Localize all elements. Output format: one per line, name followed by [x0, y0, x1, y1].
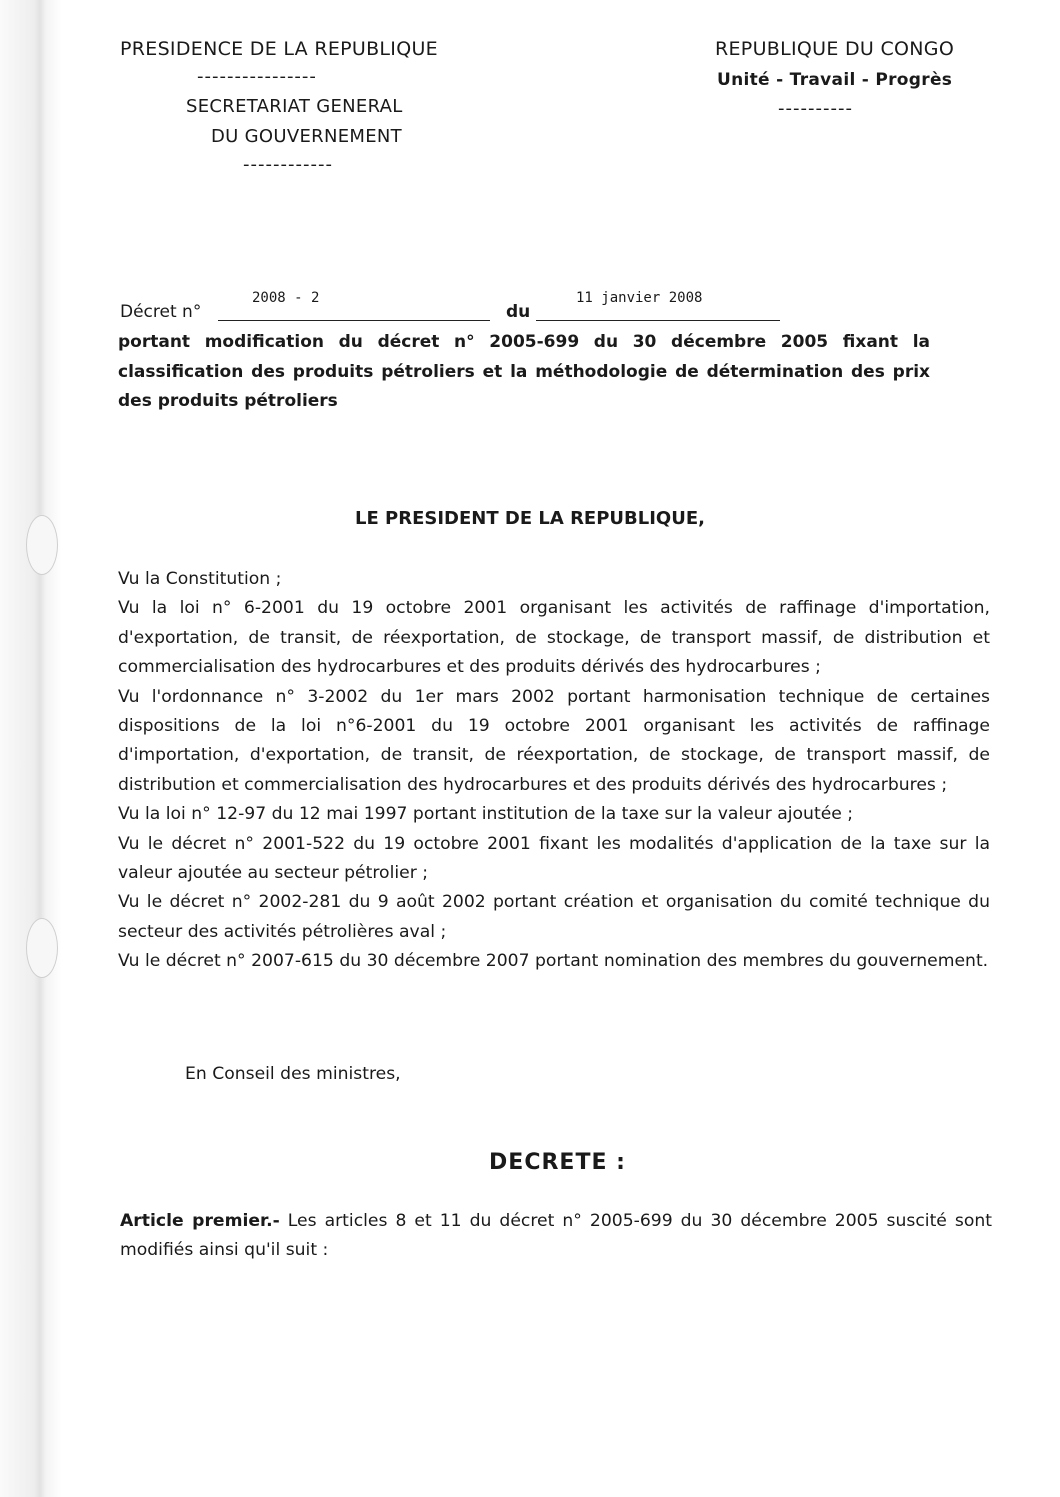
secretariat-heading: SECRETARIAT GENERAL	[186, 96, 403, 117]
decree-number-line	[120, 290, 940, 324]
article-label: Article premier.-	[120, 1211, 280, 1231]
authority-heading: LE PRESIDENT DE LA REPUBLIQUE,	[355, 508, 705, 529]
gouvernement-heading: DU GOUVERNEMENT	[211, 126, 402, 147]
visas-list	[118, 565, 990, 977]
separator: ------------	[243, 154, 333, 175]
visa-item: Vu la loi n° 6-2001 du 19 octobre 2001 organisant les activités de raffinage d'importation, d'exportation, de transit, de réexportation, de stockage, de transport massif, de distribution et commercialisation des hydrocarbures et des produits dérivés des hydrocarbures ;	[118, 598, 990, 678]
visa-item: Vu le décret n° 2001-522 du 19 octobre 2001 fixant les modalités d'application de la taxe sur la valeur ajoutée au secteur pétrolier ;	[118, 833, 990, 884]
date-label: du	[506, 302, 531, 322]
motto: Unité - Travail - Progrès	[717, 70, 953, 90]
country-heading: REPUBLIQUE DU CONGO	[715, 38, 955, 60]
presidence-heading: PRESIDENCE DE LA REPUBLIQUE	[120, 38, 438, 60]
separator: ----------	[778, 98, 853, 119]
visa-item: Vu l'ordonnance n° 3-2002 du 1er mars 2002 portant harmonisation technique de certaines dispositions de la loi n°6-2001 du 19 octobre 2001 organisant les activités de raffinage d'importation, d'exportation, de transit, de réexportation, de stockage, de transport massif, de distribution et commercialisation des hydrocarbures et des produits dérivés des hydrocarbures ;	[118, 686, 990, 795]
council-line: En Conseil des ministres,	[185, 1064, 401, 1084]
decrete-heading: DECRETE :	[489, 1150, 626, 1175]
visa-item: Vu la loi n° 12-97 du 12 mai 1997 portant institution de la taxe sur la valeur ajoutée ;	[118, 804, 854, 825]
decree-label: Décret n°	[120, 302, 202, 322]
visa-item: Vu la Constitution ;	[118, 569, 282, 589]
decree-number-blank	[218, 320, 490, 321]
visa-item: Vu le décret n° 2002-281 du 9 août 2002 portant création et organisation du comité technique du secteur des activités pétrolières aval ;	[118, 892, 990, 942]
article-text: Les articles 8 et 11 du décret n° 2005-699 du 30 décembre 2005 suscité sont modifiés ainsi qu'il suit :	[120, 1211, 992, 1261]
visa-item: Vu le décret n° 2007-615 du 30 décembre 2007 portant nomination des membres du gouvernement.	[118, 951, 989, 972]
decree-date-blank	[536, 320, 780, 321]
decree-subject: portant modification du décret n° 2005-699 du 30 décembre 2005 fixant la classification des produits pétroliers et la méthodologie de détermination des prix des produits pétroliers	[118, 332, 930, 411]
separator: ----------------	[197, 66, 317, 87]
decree-date: 11 janvier 2008	[576, 290, 703, 306]
decree-number: 2008 - 2	[252, 290, 320, 306]
article-premier	[120, 1207, 992, 1266]
